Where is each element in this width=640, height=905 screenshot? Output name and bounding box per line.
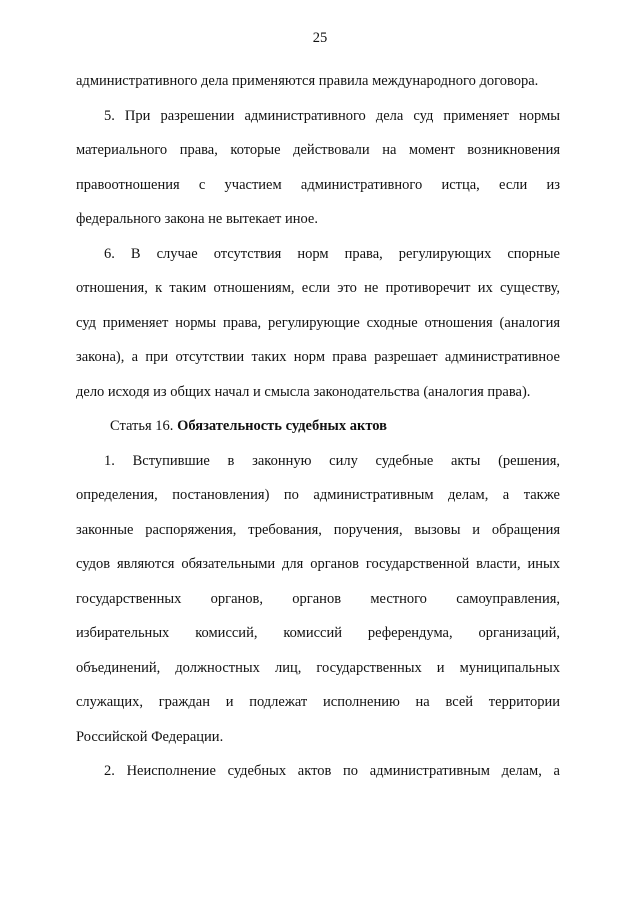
text-line: служащих, граждан и подлежат исполнению на всей территории (76, 694, 560, 710)
text-line: суд применяет нормы права, регулирующие сходные отношения (аналогия (76, 314, 560, 331)
text-line: объединений, должностных лиц, государственных и муниципальных (76, 659, 560, 676)
text-line: 1. Вступившие в законную силу судебные акты (решения, (104, 452, 560, 469)
text-line: федерального закона не вытекает иное. (76, 211, 318, 227)
text-line: Российской Федерации. (76, 728, 224, 745)
page-number: 25 (312, 30, 328, 46)
text-line: законные распоряжения, требования, поручения, вызовы и обращения (76, 521, 560, 538)
text-line: избирательных комиссий, комиссий референдума, организаций, (76, 625, 560, 641)
article-label: Статья 16. (110, 418, 174, 434)
text-line: административного дела применяются правила международного договора. (76, 73, 539, 89)
text-line: правоотношения с участием административного истца, если из (76, 176, 560, 193)
text-line: судов являются обязательными для органов государственной власти, иных (76, 556, 560, 572)
text-line: материального права, которые действовали на момент возникновения (76, 142, 560, 158)
body-text (76, 64, 560, 789)
text-line: закона), а при отсутствии таких норм права разрешает административное (76, 349, 560, 365)
text-line: отношения, к таким отношениям, если это не противоречит их существу, (76, 280, 560, 296)
text-line: 6. В случае отсутствия норм права, регулирующих спорные (104, 245, 560, 262)
text-line: определения, постановления) по административным делам, а также (76, 487, 560, 503)
text-line: 2. Неисполнение судебных актов по административным делам, а (104, 763, 560, 779)
text-line: дело исходя из общих начал и смысла законодательства (аналогия права). (76, 383, 531, 400)
article-heading (76, 409, 560, 444)
text-line: 5. При разрешении административного дела суд применяет нормы (104, 107, 560, 124)
article-title: Обязательность судебных актов (177, 418, 388, 434)
text-line: государственных органов, органов местного самоуправления, (76, 590, 560, 607)
